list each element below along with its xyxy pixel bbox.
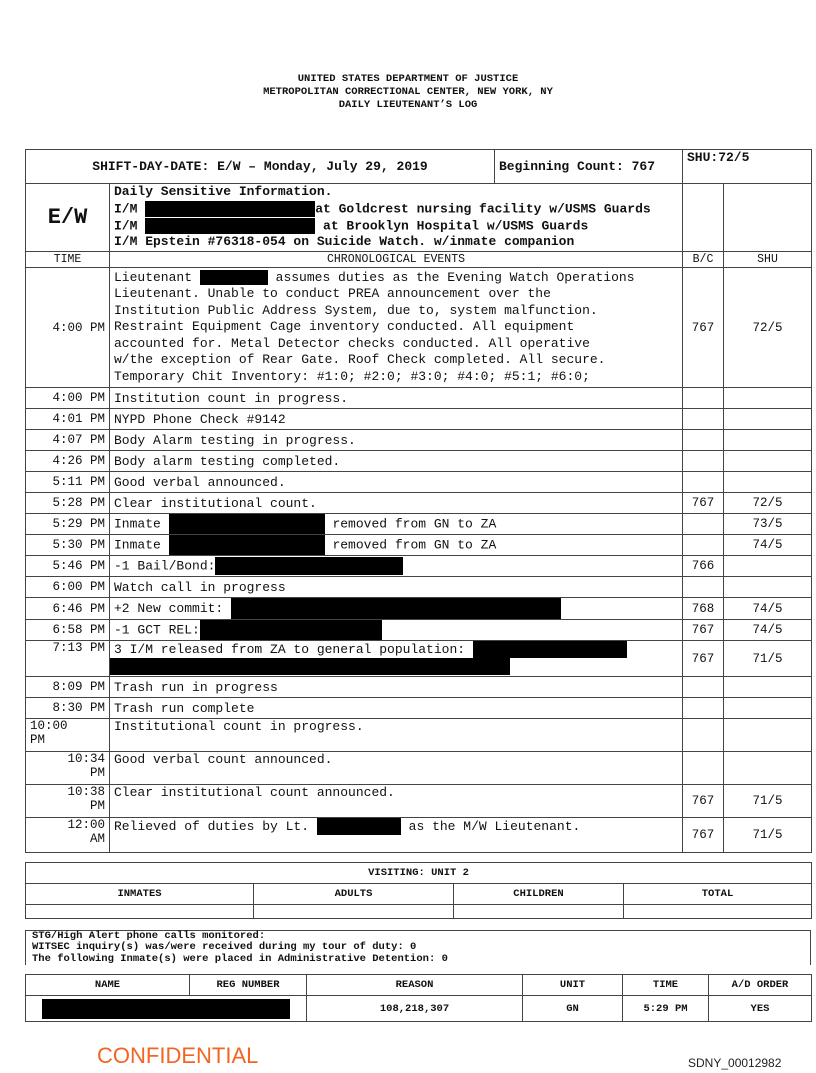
beginning-count: Beginning Count: 767 xyxy=(495,150,683,184)
entry-shu: 74/5 xyxy=(724,535,812,556)
visiting-children-value xyxy=(454,905,624,919)
event-text: removed from GN to ZA xyxy=(332,537,497,553)
entry-bc xyxy=(683,514,724,535)
col-shu: SHU xyxy=(724,252,812,268)
entry-shu: 73/5 xyxy=(724,514,812,535)
empty-cell xyxy=(683,184,724,252)
entry-event xyxy=(110,268,683,388)
header-line-1: UNITED STATES DEPARTMENT OF JUSTICE xyxy=(297,73,519,85)
entry-time: 5:11 PM xyxy=(26,472,110,493)
entry-time xyxy=(26,818,110,853)
time-part: AM xyxy=(89,832,105,846)
log-entry xyxy=(26,409,812,430)
event-line: accounted for. Metal Detector checks conducted. All operative xyxy=(114,335,590,351)
entry-shu xyxy=(724,719,812,752)
entry-bc: 767 xyxy=(683,641,724,677)
shift-header-row xyxy=(26,150,812,184)
redaction-block xyxy=(317,818,401,835)
entry-time: 5:30 PM xyxy=(26,535,110,556)
header-line-3: DAILY LIEUTENANT’S LOG xyxy=(338,99,478,111)
time-part: 10:38 xyxy=(67,785,105,799)
redaction-block xyxy=(473,641,627,658)
entry-time xyxy=(26,785,110,818)
col-unit: UNIT xyxy=(523,975,623,996)
entry-bc xyxy=(683,677,724,698)
entry-bc xyxy=(683,430,724,451)
entry-shu xyxy=(724,472,812,493)
document-header xyxy=(0,73,816,112)
log-entry xyxy=(26,719,812,752)
log-entry xyxy=(26,598,812,620)
event-text: removed from GN to ZA xyxy=(332,516,497,532)
entry-time: 6:58 PM xyxy=(26,620,110,641)
detention-name-reg xyxy=(26,996,307,1022)
log-entry xyxy=(26,514,812,535)
entry-time: 8:09 PM xyxy=(26,677,110,698)
event-line: w/the exception of Rear Gate. Roof Check completed. All secure. xyxy=(114,352,606,368)
entry-event xyxy=(110,556,683,577)
shu-count: SHU:72/5 xyxy=(683,150,812,184)
visiting-title: VISITING: UNIT 2 xyxy=(26,863,812,884)
entry-event: Good verbal announced. xyxy=(110,472,683,493)
entry-time: 4:26 PM xyxy=(26,451,110,472)
time-part: 10:00 xyxy=(30,719,68,733)
time-part: 12:00 xyxy=(67,818,105,832)
visiting-inmates-value xyxy=(26,905,254,919)
log-entry-first xyxy=(26,268,812,388)
log-entry xyxy=(26,620,812,641)
entry-shu xyxy=(724,752,812,785)
col-reg: REG NUMBER xyxy=(190,975,307,996)
lieutenant-log-table xyxy=(25,149,812,853)
log-entry xyxy=(26,577,812,598)
column-headers xyxy=(26,252,812,268)
log-entry xyxy=(26,818,812,853)
entry-event xyxy=(110,620,683,641)
entry-shu xyxy=(724,698,812,719)
sensitive-title: Daily Sensitive Information. xyxy=(114,184,333,200)
entry-bc xyxy=(683,752,724,785)
entry-shu: 74/5 xyxy=(724,598,812,620)
sensitive-line-goldcrest xyxy=(114,201,678,218)
log-entry xyxy=(26,493,812,514)
log-entry xyxy=(26,556,812,577)
stg-note: STG/High Alert phone calls monitored: xyxy=(32,930,266,942)
confidential-stamp: CONFIDENTIAL xyxy=(97,1043,259,1068)
entry-bc xyxy=(683,698,724,719)
event-text: Lieutenant xyxy=(114,269,193,285)
log-entry xyxy=(26,472,812,493)
log-entry xyxy=(26,388,812,409)
entry-time: 8:30 PM xyxy=(26,698,110,719)
entry-event: Good verbal count announced. xyxy=(110,752,683,785)
im-prefix: I/M xyxy=(114,201,138,216)
entry-bc xyxy=(683,409,724,430)
shift-code: E/W xyxy=(26,184,110,252)
log-entry xyxy=(26,677,812,698)
entry-shu: 71/5 xyxy=(724,641,812,677)
shift-day-date: SHIFT-DAY-DATE: E/W – Monday, July 29, 2019 xyxy=(26,150,495,184)
entry-time xyxy=(26,752,110,785)
entry-time: 4:00 PM xyxy=(26,388,110,409)
entry-time: 6:00 PM xyxy=(26,577,110,598)
event-line xyxy=(114,641,678,658)
admin-detention-table xyxy=(25,974,812,1022)
entry-event: Institution count in progress. xyxy=(110,388,683,409)
entry-bc xyxy=(683,719,724,752)
entry-shu xyxy=(724,556,812,577)
entry-shu: 74/5 xyxy=(724,620,812,641)
time-part: PM xyxy=(89,766,105,780)
entry-bc xyxy=(683,535,724,556)
visiting-inmates-header: INMATES xyxy=(26,884,254,905)
entry-event: Body alarm testing completed. xyxy=(110,451,683,472)
entry-time: 5:29 PM xyxy=(26,514,110,535)
event-text: 3 I/M released from ZA to general population: xyxy=(114,641,466,657)
detention-time: 5:29 PM xyxy=(623,996,709,1022)
log-entry xyxy=(26,641,812,677)
entry-shu xyxy=(724,451,812,472)
entry-bc xyxy=(683,577,724,598)
event-line: Temporary Chit Inventory: #1:0; #2:0; #3:0; #4:0; #5:1; #6:0; xyxy=(114,368,590,384)
log-entry xyxy=(26,451,812,472)
log-entry xyxy=(26,698,812,719)
redaction-block xyxy=(145,218,315,234)
entry-event xyxy=(110,535,683,556)
redaction-block xyxy=(42,999,290,1019)
event-text: assumes duties as the Evening Watch Operations xyxy=(275,269,635,285)
brooklyn-text: at Brooklyn Hospital w/USMS Guards xyxy=(323,217,589,233)
entry-event xyxy=(110,818,683,853)
sensitive-info-row xyxy=(26,184,812,252)
entry-shu xyxy=(724,430,812,451)
time-part: PM xyxy=(30,733,46,747)
redaction-block xyxy=(169,535,325,555)
visiting-table xyxy=(25,862,812,919)
entry-bc xyxy=(683,472,724,493)
entry-shu: 72/5 xyxy=(724,493,812,514)
entry-shu: 71/5 xyxy=(724,785,812,818)
event-text: -1 GCT REL: xyxy=(114,622,200,638)
visiting-children-header: CHILDREN xyxy=(454,884,624,905)
event-text: -1 Bail/Bond: xyxy=(114,558,216,574)
col-time: TIME xyxy=(623,975,709,996)
witsec-note: WITSEC inquiry(s) was/were received during my tour of duty: 0 xyxy=(32,941,417,954)
col-time: TIME xyxy=(26,252,110,268)
col-events: CHRONOLOGICAL EVENTS xyxy=(110,252,683,268)
entry-shu: 71/5 xyxy=(724,818,812,853)
entry-bc: 767 xyxy=(683,818,724,853)
event-line xyxy=(110,658,679,675)
entry-time: 5:28 PM xyxy=(26,493,110,514)
redaction-block xyxy=(200,270,268,285)
bates-number: SDNY_00012982 xyxy=(688,1056,782,1070)
entry-bc: 766 xyxy=(683,556,724,577)
event-text: +2 New commit: xyxy=(114,600,224,616)
entry-event xyxy=(110,598,683,620)
goldcrest-text: at Goldcrest nursing facility w/USMS Guards xyxy=(315,201,651,216)
entry-event: Clear institutional count announced. xyxy=(110,785,683,818)
entry-bc: 768 xyxy=(683,598,724,620)
entry-shu xyxy=(724,677,812,698)
entry-time xyxy=(26,719,110,752)
entry-bc: 767 xyxy=(683,620,724,641)
entry-time: 4:00 PM xyxy=(26,268,110,388)
visiting-adults-value xyxy=(254,905,454,919)
entry-event: Body Alarm testing in progress. xyxy=(110,430,683,451)
entry-event: Trash run in progress xyxy=(110,677,683,698)
event-line xyxy=(114,270,678,287)
entry-bc: 767 xyxy=(683,268,724,388)
detention-unit: GN xyxy=(523,996,623,1022)
admin-detention-note: The following Inmate(s) were placed in Administrative Detention: 0 xyxy=(32,952,448,965)
detention-reason: 108,218,307 xyxy=(307,996,523,1022)
entry-time: 4:07 PM xyxy=(26,430,110,451)
col-reason: REASON xyxy=(307,975,523,996)
visiting-total-value xyxy=(624,905,812,919)
redaction-block xyxy=(169,514,325,534)
event-line: Restraint Equipment Cage inventory conducted. All equipment xyxy=(114,319,575,335)
im-prefix: I/M xyxy=(114,217,138,233)
redaction-block xyxy=(145,201,315,217)
header-line-2: METROPOLITAN CORRECTIONAL CENTER, NEW YORK, NY xyxy=(263,86,553,98)
redaction-block xyxy=(110,658,511,675)
entry-event: Trash run complete xyxy=(110,698,683,719)
log-entry xyxy=(26,785,812,818)
entry-shu xyxy=(724,388,812,409)
monitoring-notes xyxy=(25,930,811,965)
entry-shu xyxy=(724,409,812,430)
entry-bc: 767 xyxy=(683,785,724,818)
entry-bc xyxy=(683,451,724,472)
time-part: PM xyxy=(89,799,105,813)
event-line: Lieutenant. Unable to conduct PREA announcement over the xyxy=(114,286,551,302)
entry-event: Watch call in progress xyxy=(110,577,683,598)
redaction-block xyxy=(231,598,561,619)
entry-bc xyxy=(683,388,724,409)
entry-shu: 72/5 xyxy=(724,268,812,388)
event-text: Inmate xyxy=(114,516,161,532)
entry-event: Institutional count in progress. xyxy=(110,719,683,752)
empty-cell xyxy=(724,184,812,252)
entry-time: 6:46 PM xyxy=(26,598,110,620)
event-line: Institution Public Address System, due to, system malfunction. xyxy=(114,302,598,318)
visiting-adults-header: ADULTS xyxy=(254,884,454,905)
entry-time: 5:46 PM xyxy=(26,556,110,577)
col-bc: B/C xyxy=(683,252,724,268)
time-part: 10:34 xyxy=(67,752,105,766)
visiting-total-header: TOTAL xyxy=(624,884,812,905)
event-text: Relieved of duties by Lt. xyxy=(114,818,310,834)
event-text: as the M/W Lieutenant. xyxy=(408,818,581,834)
redaction-block xyxy=(200,620,382,640)
entry-time: 4:01 PM xyxy=(26,409,110,430)
detention-order: YES xyxy=(709,996,812,1022)
log-entry xyxy=(26,535,812,556)
entry-event: NYPD Phone Check #9142 xyxy=(110,409,683,430)
entry-bc: 767 xyxy=(683,493,724,514)
sensitive-line-epstein: I/M Epstein #76318-054 on Suicide Watch. w/inmate companion xyxy=(114,234,575,250)
sensitive-line-brooklyn xyxy=(114,218,678,235)
entry-event xyxy=(110,641,683,677)
redaction-block xyxy=(215,557,403,575)
entry-event: Clear institutional count. xyxy=(110,493,683,514)
entry-event xyxy=(110,514,683,535)
col-name: NAME xyxy=(26,975,190,996)
log-entry xyxy=(26,430,812,451)
event-text: Inmate xyxy=(114,537,161,553)
entry-time: 7:13 PM xyxy=(26,641,110,677)
entry-shu xyxy=(724,577,812,598)
col-order: A/D ORDER xyxy=(709,975,812,996)
sensitive-info xyxy=(110,184,683,252)
log-entry xyxy=(26,752,812,785)
